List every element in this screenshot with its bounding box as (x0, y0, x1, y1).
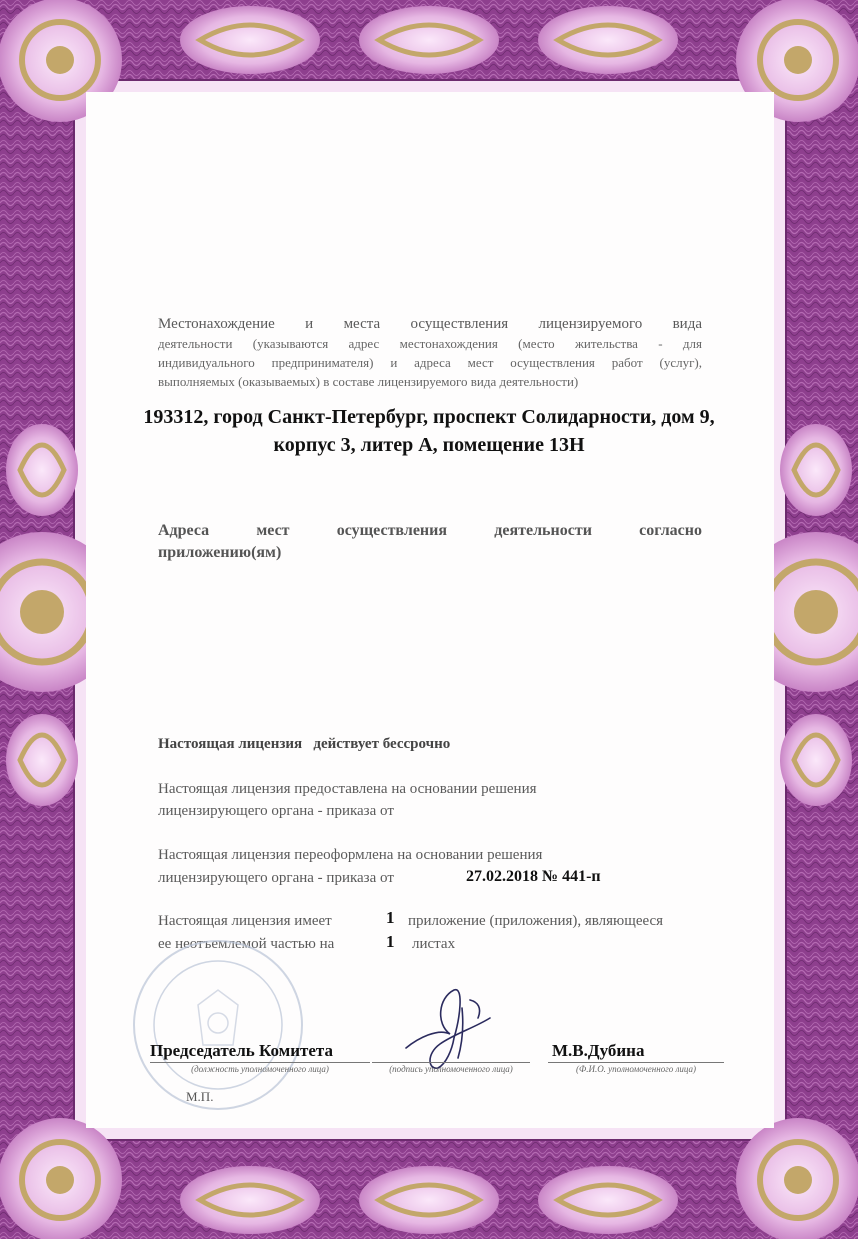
location-label-line1: Местонахождение и места осуществления лицензируемого вида (158, 316, 702, 332)
seal-mark: М.П. (186, 1089, 214, 1104)
official-seal-icon (128, 935, 308, 1115)
validity-label: Настоящая лицензия (158, 736, 303, 752)
signatory-name: М.В.Дубина (552, 1041, 645, 1060)
name-underline (548, 1062, 724, 1063)
location-label-line4: выполняемых (оказываемых) в составе лицензируемого вида деятельности) (158, 374, 579, 389)
validity-statement (158, 734, 450, 754)
handwritten-signature-icon (398, 978, 508, 1073)
reissued-line2: лицензирующего органа - приказа от (158, 870, 394, 886)
appendix-line2-start: ее неотъемлемой частью на (158, 936, 335, 952)
appendix-line1-end: приложение (приложения), являющееся (408, 913, 664, 929)
reissued-line1: Настоящая лицензия переоформлена на основании решения (158, 847, 543, 863)
signature-caption: (подпись уполномоченного лица) (389, 1064, 513, 1074)
position-underline (150, 1062, 370, 1063)
signature-underline (372, 1062, 530, 1063)
location-label-line3: индивидуального предпринимателя) и адреса мест осуществления работ (услуг), (158, 355, 702, 370)
addresses-note-line1: Адреса мест осуществления деятельности согласно (158, 522, 702, 539)
appendix-line2-end: листах (412, 936, 456, 952)
name-caption: (Ф.И.О. уполномоченного лица) (575, 1064, 697, 1074)
appendix-line1-start: Настоящая лицензия имеет (158, 913, 332, 929)
addresses-note-line2: приложению(ям) (158, 544, 282, 561)
address-line2: корпус 3, литер А, помещение 13Н (273, 434, 585, 456)
appendix-count: 1 (386, 908, 395, 927)
address-line1: 193312, город Санкт-Петербург, проспект Солидарности, дом 9, (143, 406, 715, 428)
signatory-position: Председатель Комитета (150, 1041, 333, 1060)
granted-line1: Настоящая лицензия предоставлена на основании решения (158, 781, 537, 797)
appendix-sheets: 1 (386, 932, 395, 951)
validity-value: действует бессрочно (313, 736, 451, 752)
location-label-line2: деятельности (указываются адрес местонахождения (место жительства - для (158, 336, 702, 351)
position-caption: (должность уполномоченного лица) (191, 1064, 329, 1074)
reissued-order: 27.02.2018 № 441-п (466, 868, 601, 885)
granted-line2: лицензирующего органа - приказа от (158, 803, 394, 819)
